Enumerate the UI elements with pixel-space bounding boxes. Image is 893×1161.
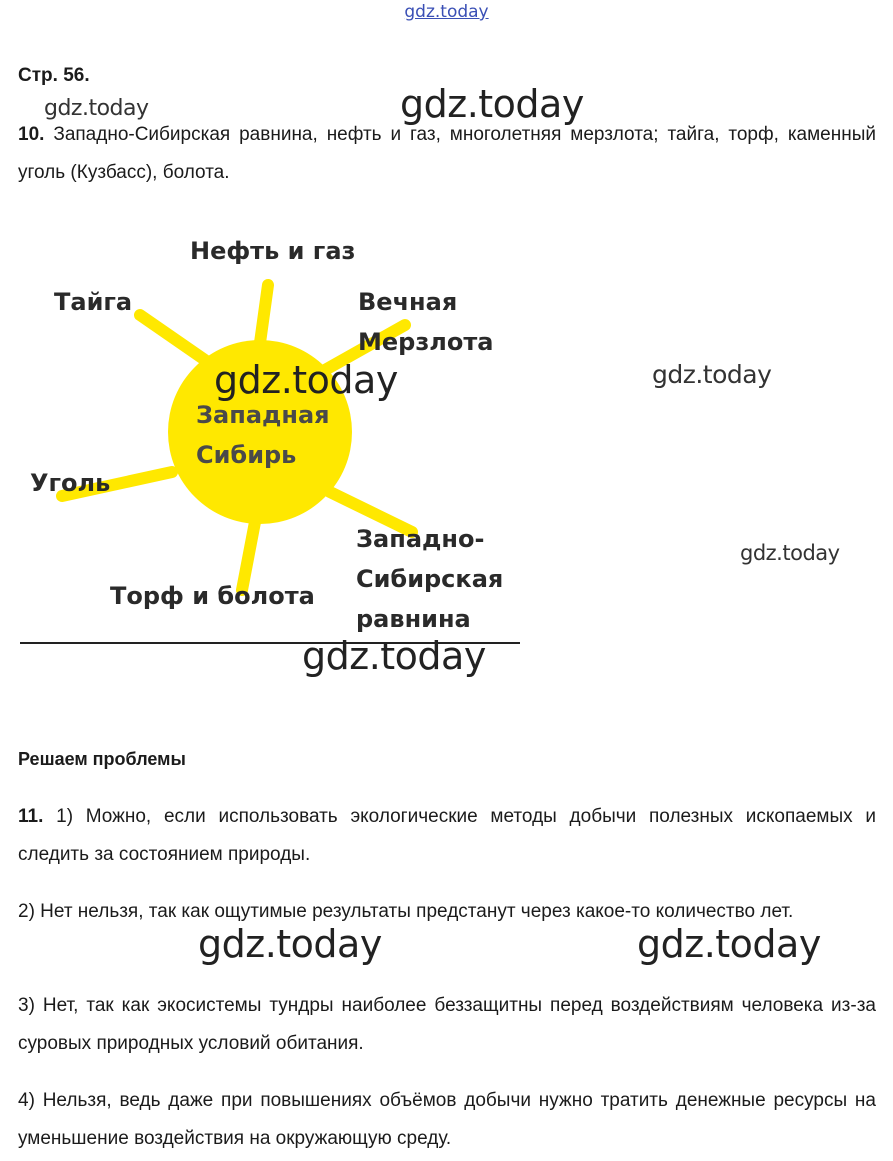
task-11-item-1 <box>18 798 876 874</box>
label-oil-gas: Нефть и газ <box>190 237 356 265</box>
label-taiga: Тайга <box>54 288 133 316</box>
label-west-siberian-2: Сибирская <box>356 565 504 593</box>
ray-top-left <box>140 315 205 360</box>
watermark: gdz.today <box>198 922 382 966</box>
label-permafrost: Мерзлота <box>358 328 494 356</box>
label-west-siberian-1: Западно- <box>356 525 485 553</box>
watermark: gdz.today <box>740 541 840 565</box>
watermark: gdz.today <box>302 634 486 678</box>
watermark: gdz.today <box>652 360 772 389</box>
label-coal: Уголь <box>30 469 111 497</box>
label-eternal: Вечная <box>358 288 458 316</box>
label-west-siberian-3: равнина <box>356 605 471 633</box>
task-10-number: 10. <box>18 124 45 145</box>
task-11-item-4 <box>18 1082 876 1158</box>
task-10-text: Западно-Сибирская равнина, нефть и газ, многолетняя мерзлота; тайга, торф, каменный уголь (Кузбасс), болота. <box>18 124 877 183</box>
center-label-west: Западная <box>196 401 330 429</box>
task-11-item-text: 4) Нельзя, ведь даже при повышениях объёмов добычи нужно тратить денежные ресурсы на уменьшение воздействия на окружающую среду. <box>18 1090 876 1149</box>
watermark: gdz.today <box>400 82 584 126</box>
page-label: Стр. 56. <box>18 65 90 86</box>
task-11-item-3 <box>18 987 876 1063</box>
task-11-item-text: 3) Нет, так как экосистемы тундры наиболее беззащитны перед воздействиям человека из-за суровых природных условий обитания. <box>18 995 876 1054</box>
label-peat-swamps: Торф и болота <box>110 582 315 610</box>
watermark: gdz.today <box>44 96 149 121</box>
task-11-item-text: 2) Нет нельзя, так как ощутимые результаты предстанут через какое-то количество лет. <box>18 901 794 922</box>
task-11-number: 11. <box>18 806 44 827</box>
section-heading: Решаем проблемы <box>18 749 186 769</box>
site-watermark-link[interactable]: gdz.today <box>404 2 489 22</box>
task-11-item-text: 1) Можно, если использовать экологические методы добычи полезных ископаемых и следить за состоянием природы. <box>18 806 876 865</box>
watermark: gdz.today <box>214 358 398 402</box>
watermark: gdz.today <box>637 922 821 966</box>
center-label-siberia: Сибирь <box>196 441 297 469</box>
